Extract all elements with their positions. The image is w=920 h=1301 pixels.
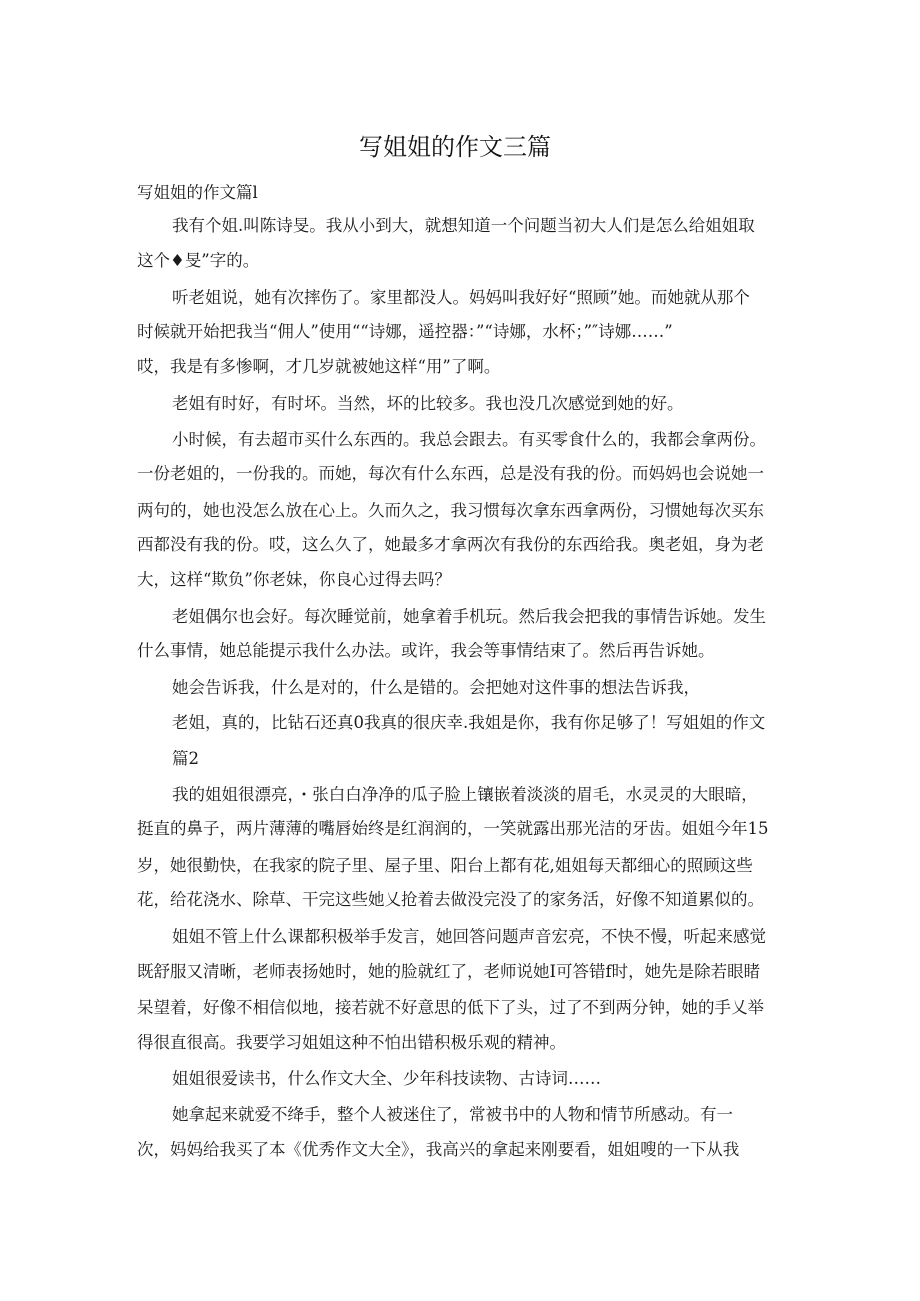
text-line: 姐姐很爱读书，什么作文大全、少年科技读物、古诗词……: [172, 1069, 601, 1088]
text-line: 哎，我是有多惨啊，才几岁就被她这样“用”了啊。: [137, 357, 501, 376]
text-line: 老姐有时好，有时坏。当然，坏的比较多。我也没几次感觉到她的好。: [172, 394, 684, 413]
text-line: 呆望着，好像不相信似地，接若就不好意思的低下了头，过了不到两分钟，她的手乂举: [137, 998, 764, 1017]
text-line: 什么事情，她总能提示我什么办法。或许，我会等事情结束了。然后再告诉她。: [137, 641, 715, 660]
text-line: 次，妈妈给我买了本《优秀作文大全》，我高兴的拿起来刚要看，姐姐嗖的一下从我: [137, 1140, 740, 1159]
text-line: 西都没有我的份。哎，这么久了，她最多才拿两次有我份的东西给我。奥老姐，身为老: [137, 535, 764, 554]
text-line: 我有个姐.叫陈诗旻。我从小到大，就想知道一个问题当初大人们是怎么给姐姐取: [172, 216, 755, 235]
text-line: 小时候，有去超市买什么东西的。我总会跟去。有买零食什么的，我都会拿两份。: [172, 430, 766, 449]
text-line: 老姐偶尔也会好。每次睡觉前，她拿着手机玩。然后我会把我的事情告诉她。发生: [172, 607, 766, 626]
text-line: 这个♦旻”字的。: [137, 251, 260, 270]
text-line: 岁，她很勤快，在我家的院子里、屋子里、阳台上都有花,姐姐每天都细心的照顾这些: [137, 856, 753, 875]
text-line: 老姐，真的，比钻石还真0我真的很庆幸.我姐是你，我有你足够了！写姐姐的作文: [172, 713, 766, 732]
text-line: 大，这样“欺负”你老妹，你良心过得去吗？: [137, 570, 451, 589]
text-line: 她拿起来就爱不绛手，整个人被迷住了，常被书中的人物和情节所感动。有一: [172, 1105, 733, 1124]
text-line: 两句的，她也没怎么放在心上。久而久之，我习惯每次拿东西拿两份，习惯她每次买东: [137, 501, 764, 520]
text-line: 听老姐说，她有次摔伤了。家里都没人。妈妈叫我好好“照顾”她。而她就从那个: [172, 288, 750, 307]
text-line: 一份老姐的，一份我的。而她，每次有什么东西，总是没有我的份。而妈妈也会说她一: [137, 464, 764, 483]
text-line: 篇2: [172, 749, 199, 768]
text-line: 时候就开始把我当“佣人”使用““诗娜，遥控器：”“诗娜，水杯；”″诗娜……”: [137, 322, 673, 341]
text-line: 花，给花浇水、除草、干完这些她乂抢着去做没完没了的家务活，好像不知道累似的。: [137, 890, 764, 909]
text-line: 得很直很高。我要学习姐姐这种不怕出错积极乐观的精神。: [137, 1033, 566, 1052]
text-line: 姐姐不管上什么课都积极举手发言，她回答问题声音宏亮，不快不慢，听起来感觉: [172, 927, 766, 946]
text-line: 我的姐姐很漂亮，・张白白净净的瓜子脸上镶嵌着淡淡的眉毛，水灵灵的大眼暗，: [172, 785, 758, 804]
text-line: 挺直的鼻子，两片薄薄的嘴唇始终是红润润的，一笑就露出那光洁的牙齿。姐姐今年15: [137, 819, 769, 838]
text-line: 写姐姐的作文篇l: [137, 183, 258, 202]
text-line: 既舒服又清晰，老师表扬她时，她的脸就红了，老师说她I可答错f时，她先是除若眼睹: [137, 962, 761, 981]
document-title: 写姐姐的作文三篇: [359, 133, 551, 161]
text-line: 她会告诉我，什么是对的，什么是错的。会把她对这件事的想法告诉我，: [172, 678, 700, 697]
